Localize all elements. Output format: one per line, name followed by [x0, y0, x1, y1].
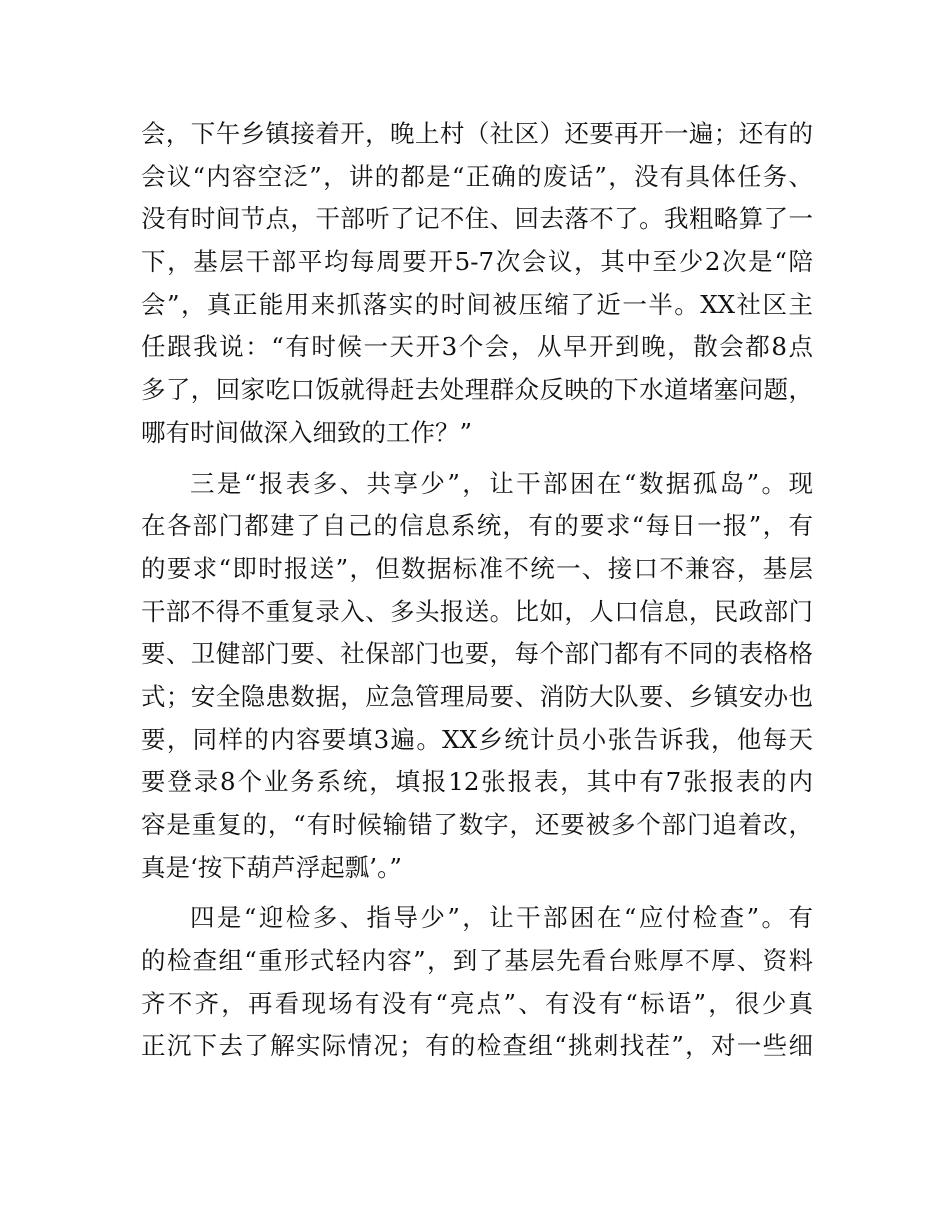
paragraph-meetings — [141, 113, 813, 455]
text-line: 式；安全隐患数据，应急管理局要、消防大队要、乡镇安办也 — [141, 681, 813, 711]
text-line: 会议“内容空泛”，讲的都是“正确的废话”，没有具体任务、 — [141, 161, 813, 191]
text-line: 会，下午乡镇接着开，晚上村（社区）还要再开一遍；还有的 — [141, 119, 813, 148]
paragraph-inspections — [141, 897, 813, 1068]
text-line: 要，同样的内容要填3遍。XX乡统计员小张告诉我，他每天 — [141, 724, 813, 754]
text-line: 齐不齐，再看现场有没有“亮点”、有没有“标语”，很少真 — [141, 988, 813, 1018]
document-body — [141, 113, 813, 1076]
text-line: 要、卫健部门要、社保部门也要，每个部门都有不同的表格格 — [141, 639, 813, 669]
text-line: 的检查组“重形式轻内容”，到了基层先看台账厚不厚、资料 — [141, 946, 813, 976]
text-line: 会”，真正能用来抓落实的时间被压缩了近一半。XX社区主 — [141, 289, 813, 319]
text-line: 在各部门都建了自己的信息系统，有的要求“每日一报”，有 — [141, 511, 813, 541]
text-line: 哪有时间做深入细致的工作？” — [141, 417, 473, 447]
text-line: 没有时间节点，干部听了记不住、回去落不了。我粗略算了一 — [141, 204, 813, 234]
text-line: 下，基层干部平均每周要开5-7次会议，其中至少2次是“陪 — [141, 247, 813, 277]
text-line: 干部不得不重复录入、多头报送。比如，人口信息，民政部门 — [141, 596, 813, 626]
text-line: 四是“迎检多、指导少”，让干部困在“应付检查”。有 — [190, 903, 813, 933]
text-line: 要登录8个业务系统，填报12张报表，其中有7张报表的内 — [141, 767, 813, 797]
text-line: 的要求“即时报送”，但数据标准不统一、接口不兼容，基层 — [141, 553, 813, 583]
text-line: 真是‘按下葫芦浮起瓢’。” — [141, 852, 402, 882]
paragraph-reports — [141, 463, 813, 890]
text-line: 正沉下去了解实际情况；有的检查组“挑刺找茬”，对一些细 — [141, 1031, 813, 1061]
text-line: 三是“报表多、共享少”，让干部困在“数据孤岛”。现 — [190, 468, 813, 498]
text-line: 容是重复的，“有时候输错了数字，还要被多个部门追着改， — [141, 810, 813, 839]
text-line: 多了，回家吃口饭就得赶去处理群众反映的下水道堵塞问题， — [141, 375, 813, 405]
text-line: 任跟我说：“有时候一天开3个会，从早开到晚，散会都8点 — [141, 332, 813, 362]
